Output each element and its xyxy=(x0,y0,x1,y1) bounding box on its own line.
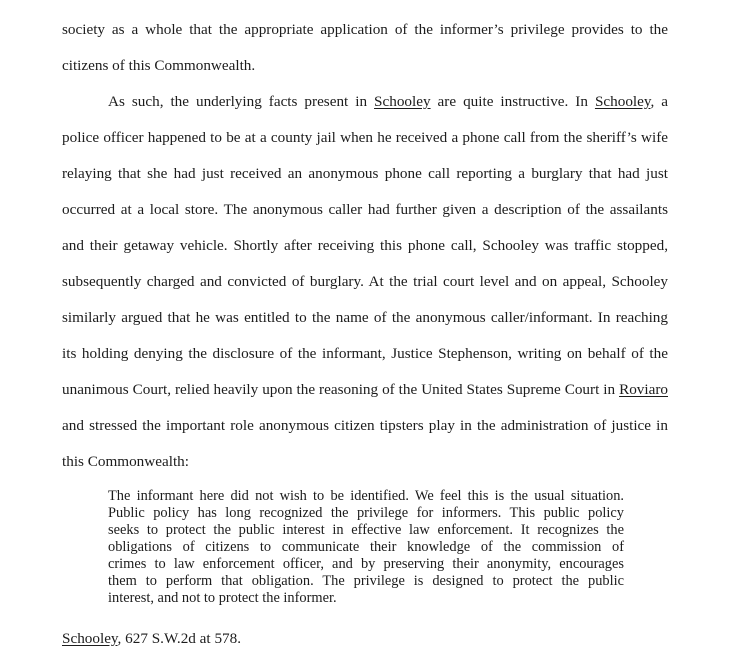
text-span: are quite instructive. In xyxy=(430,93,595,110)
block-quote-line: obligations of citizens to communicate their knowledge of the commission of xyxy=(108,539,624,555)
citation xyxy=(62,629,241,649)
block-quote-line: seeks to protect the public interest in effective law enforcement. It recognizes the xyxy=(108,522,624,538)
case-name-schooley: Schooley xyxy=(62,630,118,647)
paragraph-line: and stressed the important role anonymous citizen tipsters play in the administration of justice in xyxy=(62,417,668,434)
case-name-roviaro: Roviaro xyxy=(619,381,668,398)
paragraph-line: police officer happened to be at a county jail when he received a phone call from the sheriff’s wife xyxy=(62,129,668,146)
paragraph-line xyxy=(108,92,668,112)
text-span: unanimous Court, relied heavily upon the reasoning of the United States Supreme Court in xyxy=(62,381,620,398)
text-span: , a xyxy=(650,93,668,110)
paragraph-line: subsequently charged and convicted of burglary. At the trial court level and on appeal, Schooley xyxy=(62,273,668,290)
block-quote-line: interest, and not to protect the informer. xyxy=(108,590,337,606)
case-name-schooley: Schooley xyxy=(374,93,431,110)
block-quote-line: crimes to law enforcement officer, and by preserving their anonymity, encourages xyxy=(108,556,624,572)
block-quote-line: The informant here did not wish to be identified. We feel this is the usual situation. xyxy=(108,488,624,504)
text-span: As such, the underlying facts present in xyxy=(108,93,375,110)
citation-reporter: , 627 S.W.2d at 578. xyxy=(117,630,242,647)
paragraph-line: occurred at a local store. The anonymous caller had further given a description of the assailants xyxy=(62,201,668,218)
paragraph-line: similarly argued that he was entitled to the name of the anonymous caller/informant. In reaching xyxy=(62,309,668,326)
block-quote-line: them to perform that obligation. The privilege is designed to protect the public xyxy=(108,573,624,589)
paragraph-line: citizens of this Commonwealth. xyxy=(62,57,256,74)
paragraph-line: relaying that she had just received an anonymous phone call reporting a burglary that had just xyxy=(62,165,668,182)
paragraph-line: and their getaway vehicle. Shortly after receiving this phone call, Schooley was traffic stopped, xyxy=(62,237,668,254)
paragraph-line: society as a whole that the appropriate application of the informer’s privilege provides to the xyxy=(62,21,668,38)
paragraph-line: its holding denying the disclosure of the informant, Justice Stephenson, writing on behalf of the xyxy=(62,345,668,362)
paragraph-line xyxy=(62,380,668,400)
paragraph-line: this Commonwealth: xyxy=(62,453,189,470)
case-name-schooley: Schooley xyxy=(594,93,651,110)
block-quote-line: Public policy has long recognized the privilege for informers. This public policy xyxy=(108,505,624,521)
